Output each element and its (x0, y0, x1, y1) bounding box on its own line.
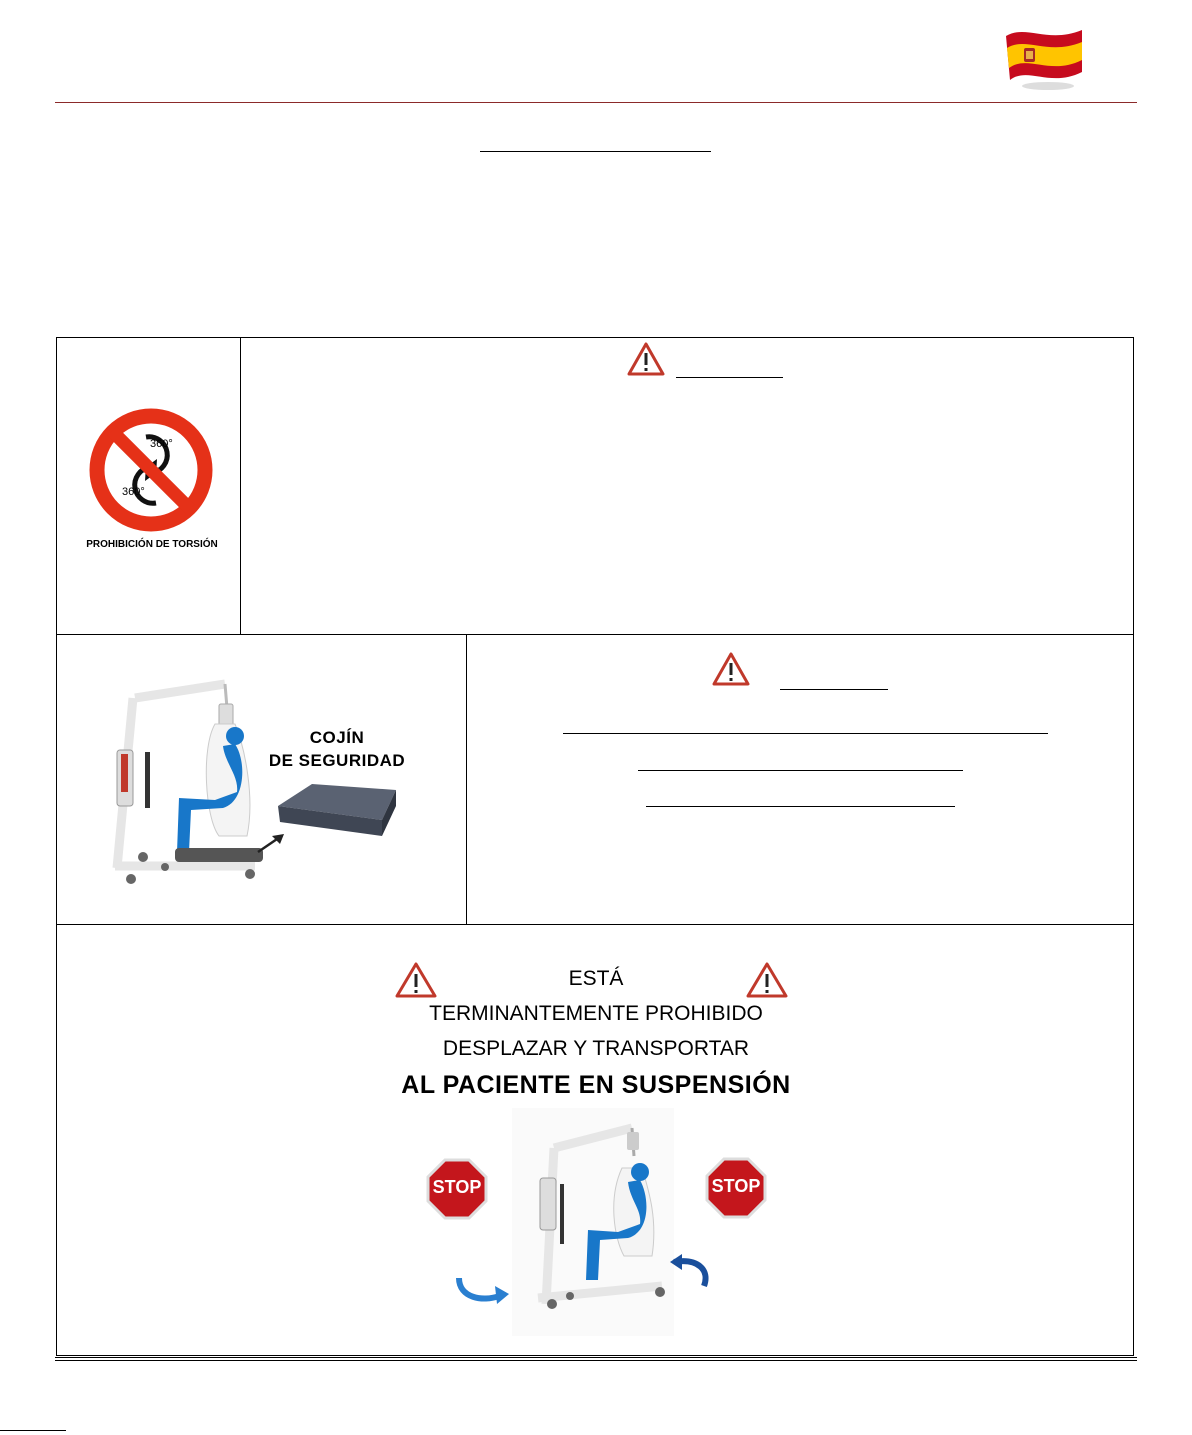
lift-with-cushion-image (95, 668, 275, 890)
patient-lift-image (512, 1108, 674, 1336)
prohibition-line4: AL PACIENTE EN SUSPENSIÓN (401, 1071, 791, 1099)
spain-flag-icon (1000, 22, 1086, 94)
header-rule (55, 102, 1137, 103)
footer-rule (55, 1357, 1137, 1361)
row1-bottom-rule (57, 634, 1133, 635)
torsion-label: PROHIBICIÓN DE TORSIÓN (86, 539, 218, 550)
title-underline (480, 151, 711, 152)
curved-arrow-right-icon (668, 1254, 714, 1290)
prohibition-line1: ESTÁ (568, 967, 624, 990)
row2-bottom-rule (57, 924, 1133, 925)
row2-divider (466, 635, 467, 925)
cushion-label-line2: DE SEGURIDAD (268, 751, 406, 770)
curved-arrow-left-icon (455, 1270, 511, 1310)
badge-360-bottom: 360° (122, 486, 145, 498)
prohibition-line3: DESPLAZAR Y TRANSPORTAR (442, 1037, 750, 1060)
row2-heading-underline (780, 689, 888, 690)
row2-underline-1 (563, 733, 1048, 734)
badge-360-top: 360° (150, 438, 173, 450)
cushion-label-line1: COJÍN (309, 728, 365, 747)
warning-triangle-icon (627, 342, 665, 376)
prohibition-line2: TERMINANTEMENTE PROHIBIDO (429, 1002, 763, 1025)
row1-divider (240, 338, 241, 635)
stop-label-right: STOP (711, 1176, 761, 1196)
stop-label-left: STOP (432, 1177, 482, 1197)
safety-cushion-image (272, 778, 402, 840)
row2-underline-2 (638, 770, 963, 771)
arrow-icon (256, 832, 286, 854)
footer-mark (0, 1430, 66, 1431)
row1-heading-underline (676, 377, 783, 378)
row2-underline-3 (646, 806, 955, 807)
warning-triangle-icon (712, 652, 750, 686)
no-torsion-sign-icon (88, 407, 214, 533)
